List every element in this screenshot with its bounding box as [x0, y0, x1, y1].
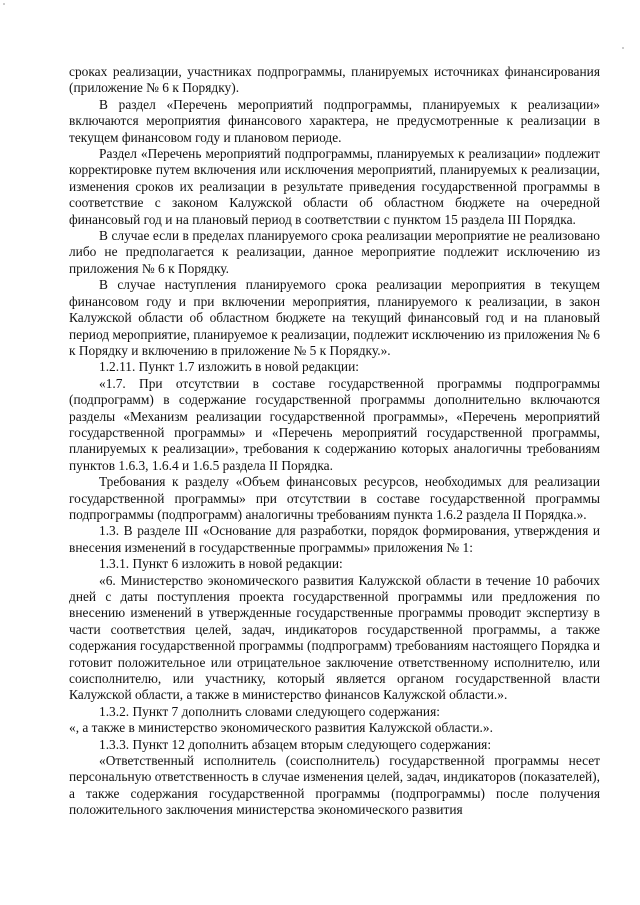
scan-speck — [3, 3, 5, 5]
paragraph: «1.7. При отсутствии в составе государственной программы подпрограммы (подпрограмм) в содержание государственной программы дополнительно включаются разделы «Механизм реализации государственной программы», «Перечень мероприятий государственной программы» и «Перечень мероприятий государственной программы, планируемых к реализации», требования к содержанию которых аналогичны требованиям пунктов 1.6.3, 1.6.4 и 1.6.5 раздела II Порядка. — [69, 375, 600, 473]
paragraph: «Ответственный исполнитель (соисполнитель) государственной программы несет персональную ответственность в случае изменения целей, задач, индикаторов (показателей), а также содержания государственной программы (подпрограммы) после получения положительного заключения министерства экономического развития — [69, 753, 600, 818]
paragraph: сроках реализации, участниках подпрограммы, планируемых источниках финансирования (приложение № 6 к Порядку). — [69, 64, 600, 96]
paragraph: «, а также в министерство экономического развития Калужской области.». — [69, 720, 493, 736]
paragraph: 1.3.1. Пункт 6 изложить в новой редакции: — [99, 556, 343, 572]
paragraph: 1.3.2. Пункт 7 дополнить словами следующего содержания: — [99, 703, 440, 719]
paragraph: «6. Министерство экономического развития Калужской области в течение 10 рабочих дней с даты поступления проекта государственной программы или предложения по внесению изменений в утвержденные государственные программы проводит экспертизу в части соответствия целей, задач, индикаторов государственной программы, а также содержания государственной программы (подпрограмм) требованиям настоящего Порядка и готовит положительное или отрицательное заключение ответственному исполнителю, или соисполнителю, или участнику, который является органом государственной власти Калужской области, а также в министерство финансов Калужской области.». — [69, 572, 600, 703]
paragraph: 1.3. В разделе III «Основание для разработки, порядок формирования, утверждения и внесения изменений в государственные программы» приложения № 1: — [69, 523, 600, 555]
document-body — [69, 64, 600, 819]
paragraph: 1.2.11. Пункт 1.7 изложить в новой редакции: — [99, 359, 359, 375]
paragraph: В случае наступления планируемого срока реализации мероприятия в текущем финансовом году и при включении мероприятия, планируемого к реализации, в закон Калужской области об областном бюджете на текущий финансовый год и на плановый период мероприятие, планируемое к реализации, подлежит исключению из приложения № 6 к Порядку и включению в приложение № 5 к Порядку.». — [69, 277, 600, 358]
paragraph: В раздел «Перечень мероприятий подпрограммы, планируемых к реализации» включаются мероприятия финансового характера, не предусмотренные к реализации в текущем финансовом году и плановом периоде. — [69, 96, 600, 145]
paragraph: Требования к разделу «Объем финансовых ресурсов, необходимых для реализации государственной программы» при отсутствии в составе государственной программы подпрограммы (подпрограмм) аналогичны требованиям пункта 1.6.2 раздела II Порядка.». — [69, 474, 600, 522]
scan-speck — [622, 47, 624, 49]
paragraph: В случае если в пределах планируемого срока реализации мероприятие не реализовано либо не предполагается к реализации, данное мероприятие подлежит исключению из приложения № 6 к Порядку. — [69, 228, 600, 276]
paragraph: 1.3.3. Пункт 12 дополнить абзацем вторым следующего содержания: — [99, 736, 492, 752]
paragraph: Раздел «Перечень мероприятий подпрограммы, планируемых к реализации» подлежит корректировке путем включения или исключения мероприятий, планируемых к реализации, изменения сроков их реализации в результате приведения государственной программы в соответствие с законом Калужской области об областном бюджете на очередной финансовый год и на плановый период в соответствии с пунктом 15 раздела III Порядка. — [69, 146, 600, 227]
